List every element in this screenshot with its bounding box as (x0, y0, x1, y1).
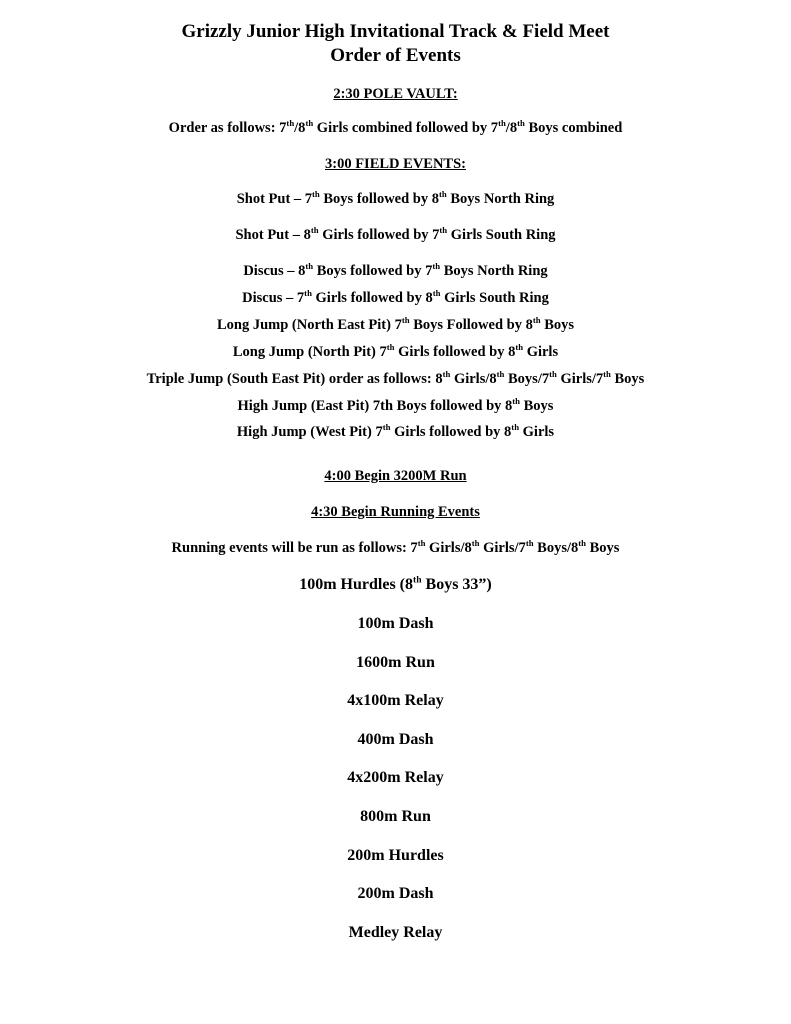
pole-vault-heading: 2:30 POLE VAULT: (333, 86, 458, 102)
text-segment: 200m Hurdles (347, 847, 444, 864)
running-event-item (0, 693, 791, 709)
text-segment: Girls/8 (450, 371, 497, 387)
ordinal-suffix: th (439, 189, 447, 200)
ordinal-suffix: th (413, 574, 422, 586)
text-segment: Girls South Ring (447, 227, 556, 243)
text-segment: 4x200m Relay (347, 769, 444, 786)
field-event-line (0, 315, 791, 333)
text-segment: Girls followed by 8 (394, 344, 516, 360)
field-event-line (0, 288, 791, 306)
text-segment: Girls followed by 8 (311, 290, 433, 306)
text-segment: 100m Hurdles (8 (299, 576, 413, 593)
ordinal-suffix: th (578, 538, 586, 549)
ordinal-suffix: th (304, 288, 312, 299)
running-event-item (0, 848, 791, 864)
running-events-heading: 4:30 Begin Running Events (311, 504, 480, 520)
text-segment: 200m Dash (357, 885, 434, 902)
ordinal-suffix: th (512, 396, 520, 407)
field-event-line (0, 369, 791, 387)
text-segment: Girls combined followed by 7 (313, 120, 499, 136)
ordinal-suffix: th (305, 118, 314, 129)
running-event-item (0, 886, 791, 902)
field-event-line (0, 422, 791, 440)
ordinal-suffix: th (439, 225, 448, 236)
text-segment: Shot Put – 8 (235, 227, 311, 243)
text-segment: Shot Put – 7 (236, 191, 313, 207)
text-segment: Triple Jump (South East Pit) order as follows: 8 (146, 371, 443, 387)
text-segment: Boys (610, 371, 645, 387)
text-segment: Discus – 8 (243, 263, 306, 279)
ordinal-suffix: th (286, 118, 295, 129)
ordinal-suffix: th (498, 118, 506, 129)
text-segment: Girls followed by 8 (390, 424, 512, 440)
ordinal-suffix: th (496, 369, 505, 380)
run-3200-heading: 4:00 Begin 3200M Run (324, 468, 467, 484)
running-event-item (0, 925, 791, 941)
ordinal-suffix: th (382, 422, 391, 433)
text-segment: 4x100m Relay (347, 692, 444, 709)
text-segment: Boys North Ring (446, 191, 555, 207)
text-segment: Boys (520, 398, 554, 414)
ordinal-suffix: th (432, 288, 441, 299)
ordinal-suffix: th (417, 538, 426, 549)
text-segment: Girls (519, 424, 555, 440)
ordinal-suffix: th (525, 538, 534, 549)
text-segment: Long Jump (North East Pit) 7 (216, 317, 402, 333)
text-segment: Girls/7 (556, 371, 604, 387)
text-segment: Running events will be run as follows: 7 (171, 540, 418, 556)
text-segment: Order as follows: 7 (168, 120, 287, 136)
text-segment: Girls/7 (479, 540, 526, 556)
text-segment: High Jump (West Pit) 7 (236, 424, 383, 440)
text-segment: 1600m Run (356, 654, 435, 671)
running-event-item (0, 616, 791, 632)
text-segment: Girls (523, 344, 559, 360)
ordinal-suffix: th (310, 225, 319, 236)
running-event-item (0, 809, 791, 825)
ordinal-suffix: th (442, 369, 451, 380)
text-segment: Boys (540, 317, 575, 333)
text-segment: Boys followed by 8 (319, 191, 440, 207)
text-segment: 400m Dash (357, 731, 434, 748)
text-segment: Boys Followed by 8 (409, 317, 533, 333)
ordinal-suffix: th (386, 342, 395, 353)
field-event-line (0, 225, 791, 243)
ordinal-suffix: th (515, 342, 524, 353)
ordinal-suffix: th (532, 315, 541, 326)
field-event-line (0, 342, 791, 360)
ordinal-suffix: th (603, 369, 611, 380)
document-subtitle: Order of Events (330, 45, 461, 66)
text-segment: Boys North Ring (440, 263, 548, 279)
field-event-line (0, 261, 791, 279)
text-segment: Boys followed by 7 (313, 263, 433, 279)
running-events-order (0, 538, 791, 556)
text-segment: High Jump (East Pit) 7th Boys followed by 8 (237, 398, 513, 414)
text-segment: Girls followed by 7 (318, 227, 440, 243)
field-events-heading: 3:00 FIELD EVENTS: (325, 156, 466, 172)
ordinal-suffix: th (305, 261, 314, 272)
ordinal-suffix: th (549, 369, 557, 380)
running-event-item (0, 732, 791, 748)
text-segment: Discus – 7 (242, 290, 305, 306)
text-segment: Boys/8 (533, 540, 579, 556)
field-event-line (0, 189, 791, 207)
ordinal-suffix: th (511, 422, 520, 433)
document-title: Grizzly Junior High Invitational Track & Field Meet (181, 21, 610, 42)
field-event-line (0, 396, 791, 414)
text-segment: Girls/8 (425, 540, 472, 556)
text-segment: /8 (505, 120, 518, 136)
running-event-item (0, 655, 791, 671)
ordinal-suffix: th (517, 118, 525, 129)
text-segment: Boys 33”) (421, 576, 492, 593)
ordinal-suffix: th (471, 538, 480, 549)
text-segment: Boys combined (524, 120, 623, 136)
ordinal-suffix: th (401, 315, 410, 326)
text-segment: Boys/7 (504, 371, 550, 387)
text-segment: Girls South Ring (440, 290, 549, 306)
text-segment: /8 (294, 120, 306, 136)
text-segment: Long Jump (North Pit) 7 (232, 344, 387, 360)
text-segment: Medley Relay (348, 924, 443, 941)
ordinal-suffix: th (312, 189, 320, 200)
ordinal-suffix: th (432, 261, 441, 272)
text-segment: Boys (586, 540, 620, 556)
text-segment: 800m Run (360, 808, 431, 825)
pole-vault-order (0, 118, 791, 136)
text-segment: 100m Dash (357, 615, 434, 632)
running-event-item (0, 574, 791, 593)
running-event-item (0, 770, 791, 786)
